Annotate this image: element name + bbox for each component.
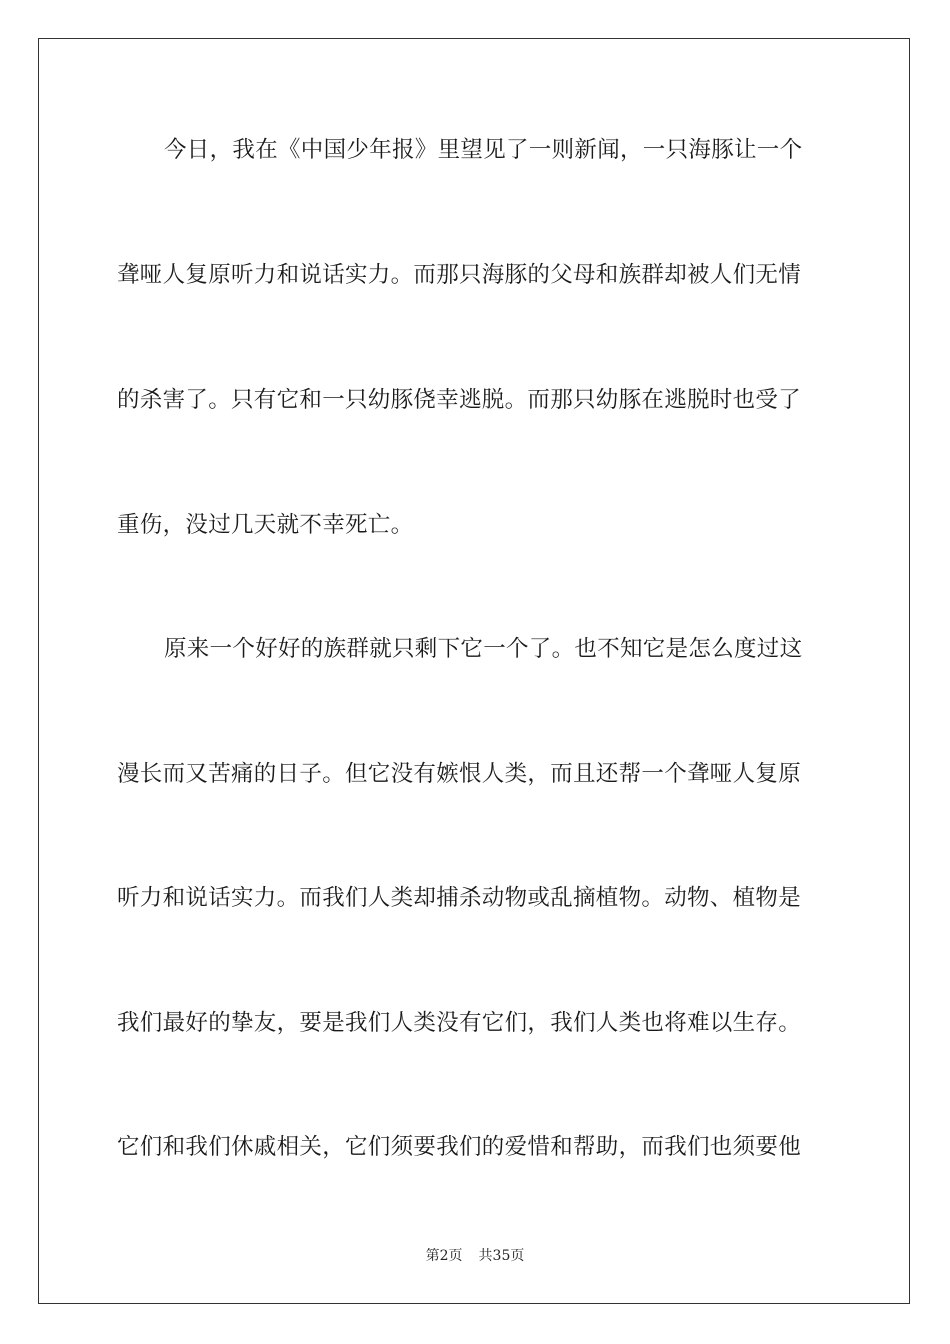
paragraph-2-line-1: 原来一个好好的族群就只剩下它一个了。也不知它是怎么度过这 (164, 636, 803, 662)
paragraph-1-line-4: 重伤，没过几天就不幸死亡。 (117, 512, 414, 538)
page-total: 共35页 (478, 1248, 525, 1264)
paragraph-1-line-1: 今日，我在《中国少年报》里望见了一则新闻，一只海豚让一个 (164, 137, 803, 163)
paragraph-2-line-5: 它们和我们休戚相关，它们须要我们的爱惜和帮助，而我们也须要他 (117, 1134, 802, 1160)
paragraph-1-line-3: 的杀害了。只有它和一只幼豚侥幸逃脱。而那只幼豚在逃脱时也受了 (117, 387, 802, 413)
page-border (38, 38, 910, 1304)
paragraph-1-line-2: 聋哑人复原听力和说话实力。而那只海豚的父母和族群却被人们无情 (117, 262, 802, 288)
paragraph-2-line-4: 我们最好的挚友，要是我们人类没有它们，我们人类也将难以生存。 (117, 1010, 802, 1036)
page-number: 第2页 (425, 1248, 463, 1264)
paragraph-2-line-2: 漫长而又苦痛的日子。但它没有嫉恨人类，而且还帮一个聋哑人复原 (117, 761, 802, 787)
page-footer (0, 1246, 950, 1266)
paragraph-2-line-3: 听力和说话实力。而我们人类却捕杀动物或乱摘植物。动物、植物是 (117, 885, 802, 911)
